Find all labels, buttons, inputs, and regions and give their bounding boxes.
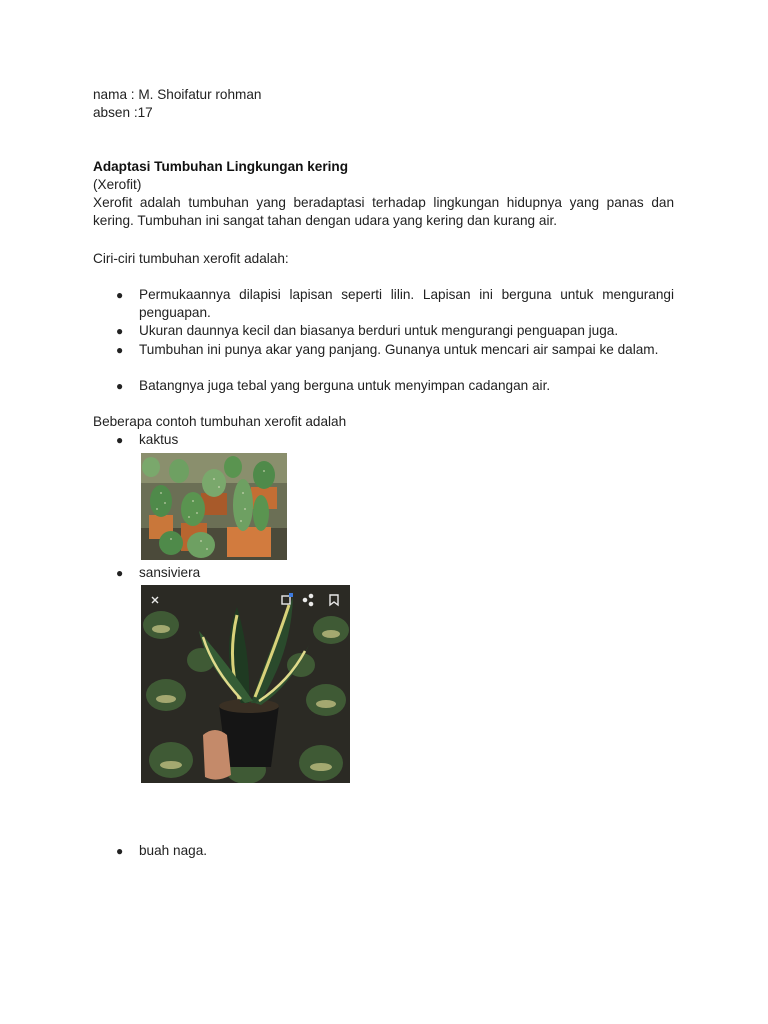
bullet-icon: ● [116,566,124,580]
trait-text: Permukaannya dilapisi lapisan seperti lilin. Lapisan ini berguna untuk mengurangi penguapan. [139,287,674,320]
section-title: Adaptasi Tumbuhan Lingkungan kering [93,159,349,174]
sansiviera-photo [141,585,350,783]
example-item-kaktus [116,431,674,449]
trait-item [116,377,674,395]
example-label: sansiviera [139,565,201,580]
trait-text: Batangnya juga tebal yang berguna untuk menyimpan cadangan air. [139,378,551,393]
bullet-icon: ● [116,288,124,302]
snake-plant-image [141,585,350,783]
trait-item [116,341,674,359]
traits-heading: Ciri-ciri tumbuhan xerofit adalah: [93,251,289,266]
cactus-pots-image [141,453,287,560]
trait-text: Tumbuhan ini punya akar yang panjang. Gunanya untuk mencari air sampai ke dalam. [139,342,659,357]
bullet-icon: ● [116,844,124,858]
example-label: buah naga. [139,843,208,858]
bullet-icon: ● [116,433,124,447]
intro-paragraph: Xerofit adalah tumbuhan yang beradaptasi terhadap lingkungan hidupnya yang panas dan kering. Tumbuhan ini sangat tahan dengan udara yang kering dan kurang air. [93,195,674,228]
cactus-photo [141,453,287,560]
example-label: kaktus [139,432,179,447]
student-absen: absen :17 [93,105,153,120]
section-subtitle: (Xerofit) [93,177,142,192]
student-name: nama : M. Shoifatur rohman [93,87,262,102]
trait-item [116,322,674,340]
example-item-sansiviera [116,564,674,582]
bullet-icon: ● [116,343,124,357]
trait-text: Ukuran daunnya kecil dan biasanya berduri untuk mengurangi penguapan juga. [139,323,619,338]
example-item-buah-naga [116,842,674,860]
bullet-icon: ● [116,379,124,393]
trait-item [116,286,674,322]
examples-heading: Beberapa contoh tumbuhan xerofit adalah [93,414,347,429]
bullet-icon: ● [116,324,124,338]
